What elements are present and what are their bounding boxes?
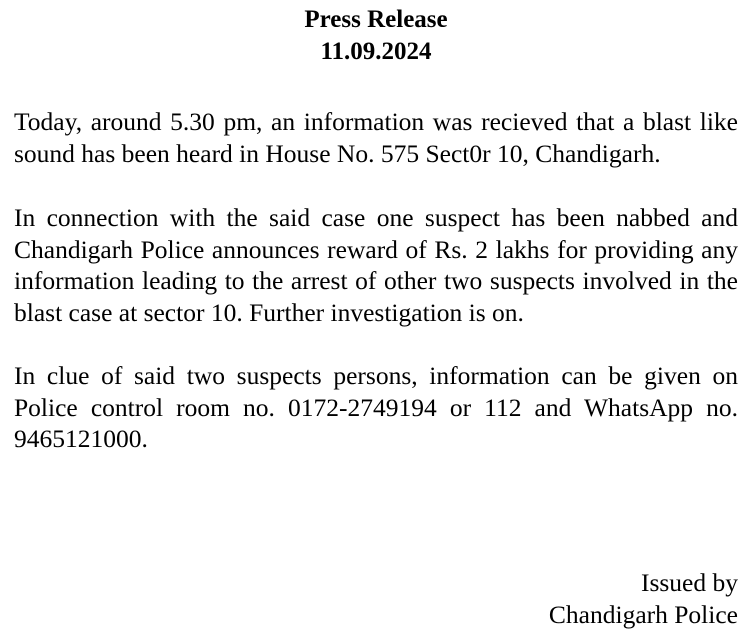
paragraph-incident: Today, around 5.30 pm, an information was recieved that a blast like sound has been heard in House No. 575 Sect0r 10, Chandigarh. [14, 107, 738, 168]
signature-issuer: Chandigarh Police [548, 600, 738, 629]
signature-block [549, 567, 738, 631]
document-title: Press Release [304, 6, 448, 33]
paragraph-reward: In connection with the said case one suspect has been nabbed and Chandigarh Police announces reward of Rs. 2 lakhs for providing any information leading to the arrest of other two suspects involved in the blast case at sector 10. Further investigation is on. [14, 203, 738, 327]
document-date: 11.09.2024 [320, 38, 432, 65]
document-header [14, 0, 738, 68]
signature-issued-by: Issued by [640, 568, 738, 597]
paragraph-contact: In clue of said two suspects persons, information can be given on Police control room no. 0172-2749194 or 112 and WhatsApp no. 9465121000. [14, 361, 738, 453]
